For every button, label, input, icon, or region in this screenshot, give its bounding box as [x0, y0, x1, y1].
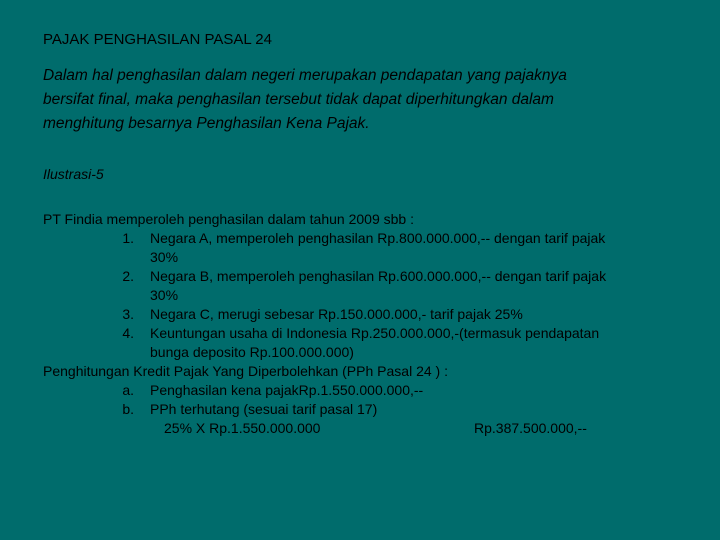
- list-item-text: Keuntungan usaha di Indonesia Rp.250.000.000,-(termasuk pendapatan: [150, 325, 600, 341]
- slide-title: PAJAK PENGHASILAN PASAL 24: [43, 31, 272, 48]
- calc-formula-row: [43, 419, 693, 438]
- list-item-text: Negara B, memperoleh penghasilan Rp.600.000.000,-- dengan tarif pajak: [150, 268, 607, 284]
- list-item-number: 3.: [122, 306, 134, 322]
- intro-line: Dalam hal penghasilan dalam negeri merupakan pendapatan yang pajaknya: [43, 67, 567, 84]
- calc-result: Rp.387.500.000,--: [474, 420, 587, 436]
- list-item: [43, 305, 693, 324]
- company-line: PT Findia memperoleh penghasilan dalam tahun 2009 sbb :: [43, 211, 414, 227]
- calc-item: [43, 400, 693, 419]
- list-item: [43, 324, 693, 343]
- list-item-continuation: [43, 248, 693, 267]
- list-item-text: 30%: [150, 249, 179, 265]
- list-item-text: Negara C, merugi sebesar Rp.150.000.000,- tarif pajak 25%: [150, 306, 523, 322]
- calc-item-text: PPh terhutang (sesuai tarif pasal 17): [150, 401, 378, 417]
- calc-item-letter: b.: [122, 401, 134, 417]
- intro-line: menghitung besarnya Penghasilan Kena Pajak.: [43, 115, 370, 132]
- calc-item-letter: a.: [122, 382, 134, 398]
- list-item-number: 1.: [122, 230, 134, 246]
- list-item-text: Negara A, memperoleh penghasilan Rp.800.000.000,-- dengan tarif pajak: [150, 230, 606, 246]
- calc-item-text: Penghasilan kena pajakRp.1.550.000.000,--: [150, 382, 424, 398]
- illustration-body: [43, 210, 693, 438]
- list-item: [43, 267, 693, 286]
- intro-line: bersifat final, maka penghasilan tersebut tidak dapat diperhitungkan dalam: [43, 91, 554, 108]
- list-item: [43, 229, 693, 248]
- list-item-text: bunga deposito Rp.100.000.000): [150, 344, 354, 360]
- list-item-number: 2.: [122, 268, 134, 284]
- calc-heading: Penghitungan Kredit Pajak Yang Diperbolehkan (PPh Pasal 24 ) :: [43, 363, 448, 379]
- intro-paragraph: [43, 64, 693, 136]
- calc-formula: 25% X Rp.1.550.000.000: [164, 420, 321, 436]
- list-item-number: 4.: [122, 325, 134, 341]
- list-item-continuation: [43, 286, 693, 305]
- list-item-continuation: [43, 343, 693, 362]
- calc-item: [43, 381, 693, 400]
- list-item-text: 30%: [150, 287, 179, 303]
- illustration-label: Ilustrasi-5: [43, 166, 104, 182]
